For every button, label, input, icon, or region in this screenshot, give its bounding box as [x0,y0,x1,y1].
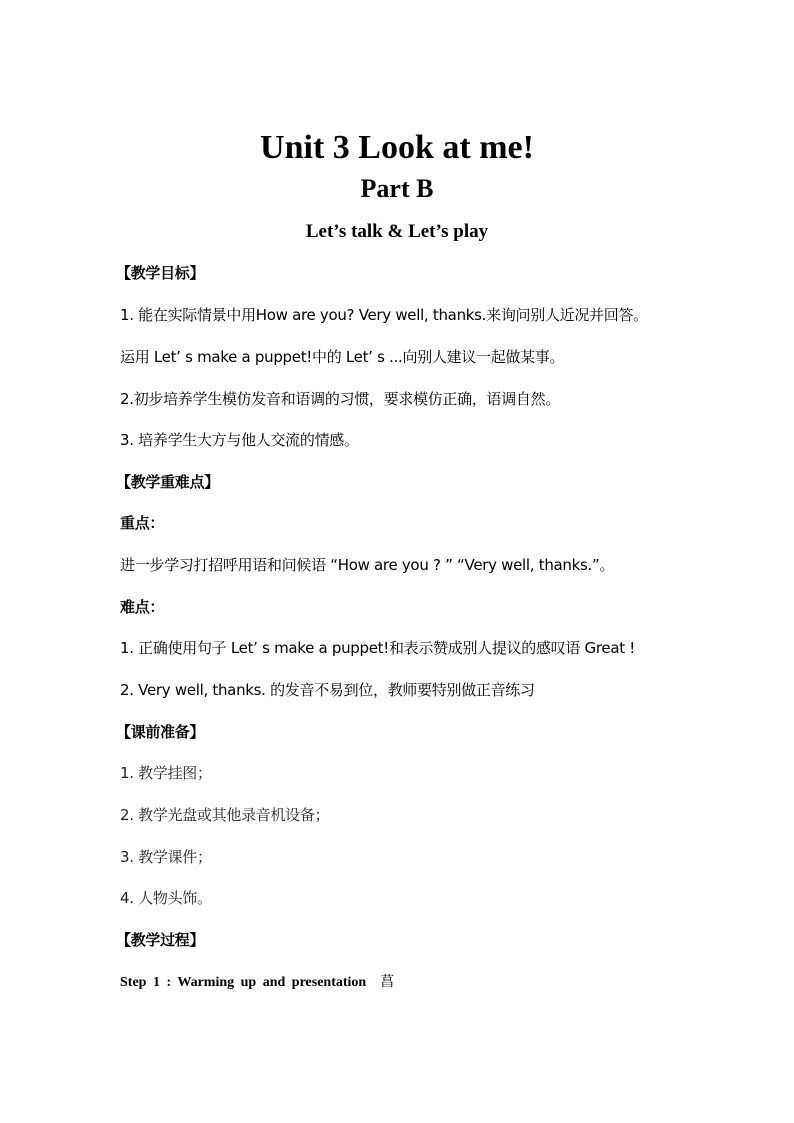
preparation-item: 1. 教学挂图； [120,764,212,782]
key-points-heading: 【教学重难点】 [116,473,219,491]
objective-item: 3. 培养学生大方与他人交流的情感。 [120,431,359,449]
process-heading: 【教学过程】 [116,931,205,949]
preparation-item: 3. 教学课件； [120,848,212,866]
difficulty-item: 2. Very well, thanks. 的发音不易到位，教师要特别做正音练习 [120,681,535,699]
preparation-item: 2. 教学光盘或其他录音机设备； [120,806,330,824]
preparation-item: 4. 人物头饰。 [120,889,212,907]
focus-text: 进一步学习打招呼用语和问候语 “How are you ? ” “Very well, thanks.”。 [120,556,615,574]
difficulty-item: 1. 正确使用句子 Let’ s make a puppet!和表示赞成别人提议的感叹语 Great ! [120,639,635,657]
objective-item: 2.初步培养学生模仿发音和语调的习惯，要求模仿正确，语调自然。 [120,390,561,408]
objective-item: 运用 Let’ s make a puppet!中的 Let’ s ...向别人建议一起做某事。 [120,348,565,366]
objectives-heading: 【教学目标】 [116,264,205,282]
document-title: Unit 3 Look at me! [260,129,534,166]
objective-item: 1. 能在实际情景中用How are you? Very well, thanks.来询问别人近况并回答。 [120,306,648,324]
lesson-title: Let’s talk & Let’s play [305,221,489,242]
step-1-label: Step 1 : Warming up and presentation [120,975,367,990]
document-subtitle: Part B [360,174,434,203]
preparation-heading: 【课前准备】 [116,723,205,741]
focus-label: 重点： [120,514,165,532]
step-1-heading [120,972,394,993]
difficulty-label: 难点： [120,598,165,616]
stray-glyph: 菖 [380,974,395,990]
